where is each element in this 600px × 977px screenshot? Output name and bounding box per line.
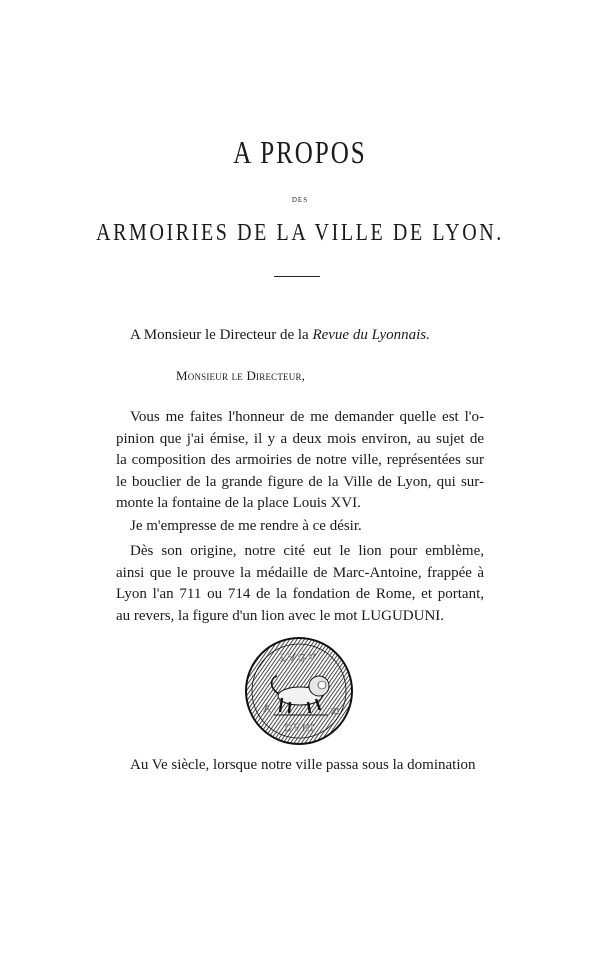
- paragraph-1-line: le bouclier de la grande figure de la Ville de Lyon, qui sur-: [116, 473, 484, 490]
- salutation: Monsieur le Directeur,: [176, 368, 306, 383]
- paragraph-2-line: Je m'empresse de me rendre à ce désir.: [130, 518, 362, 534]
- coin-letter-right: XL: [330, 707, 342, 716]
- paragraph-1-line: pinion que j'ai émise, il y a deux mois environ, au sujet de: [116, 430, 484, 447]
- addressee-prefix: A Monsieur le Directeur de la: [130, 327, 313, 343]
- paragraph-3-line: ainsi que le prouve la médaille de Marc-Antoine, frappée à: [116, 564, 484, 581]
- paragraph-1-line: monte la fontaine de la place Louis XVI.: [116, 495, 361, 512]
- paragraph-4-line: Au Ve siècle, lorsque notre ville passa sous la domination: [130, 757, 476, 773]
- title-line-2: ARMOIRIES DE LA VILLE DE LYON.: [96, 219, 504, 247]
- coin-legend-bottom: DVNI: [284, 723, 316, 734]
- title-connector: DES: [291, 196, 309, 204]
- coin-letter-left: A: [263, 704, 271, 715]
- paragraph-1: [116, 407, 484, 515]
- journal-name: Revue du Lyonnais.: [312, 327, 430, 343]
- paragraph-4: [116, 755, 484, 777]
- paragraph-3: [116, 541, 484, 627]
- title-rule: [274, 276, 320, 277]
- addressee: [130, 327, 430, 344]
- paragraph-3-line: Dès son origine, notre cité eut le lion pour emblème,: [130, 543, 484, 559]
- paragraph-1-line: Vous me faites l'honneur de me demander quelle est l'o-: [130, 409, 484, 425]
- paragraph-3-line: Lyon l'an 711 ou 714 de la fondation de Rome, et portant,: [116, 586, 484, 603]
- paragraph-1-line: la composition des armoiries de notre ville, représentées sur: [116, 452, 484, 469]
- title-line-1: A PROPOS: [233, 136, 367, 171]
- paragraph-3-line: au revers, la figure d'un lion avec le mot LUGUDUNI.: [116, 607, 445, 624]
- paragraph-2: [116, 516, 484, 538]
- coin-legend-top: LVGV: [280, 652, 318, 664]
- coin-illustration: [244, 636, 354, 746]
